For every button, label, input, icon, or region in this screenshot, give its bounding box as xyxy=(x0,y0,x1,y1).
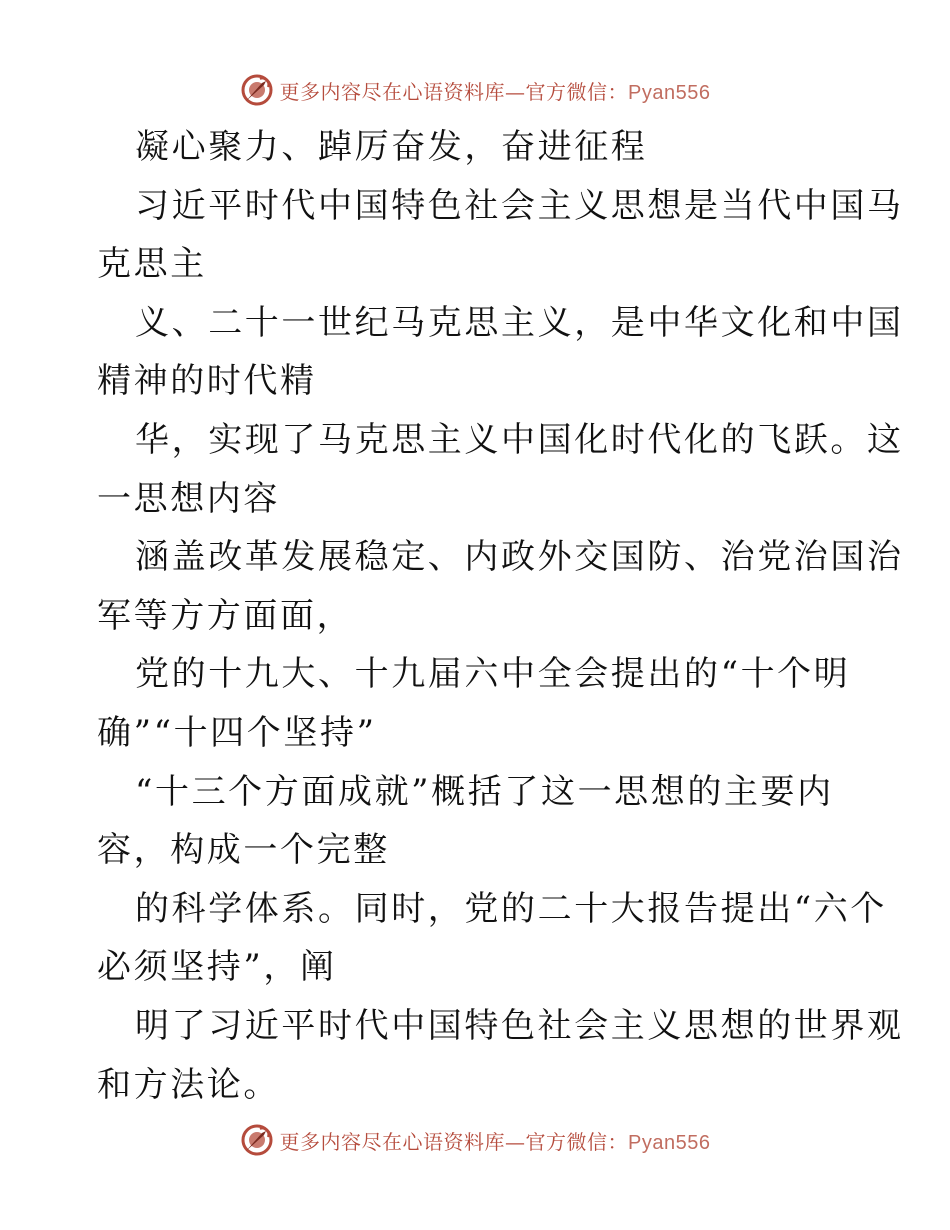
paragraph-line: 涵盖改革发展稳定、内政外交国防、治党治国治 xyxy=(135,537,904,578)
paragraph-line: 的科学体系。同时，党的二十大报告提出“六个 xyxy=(135,888,887,929)
paragraph-line: 习近平时代中国特色社会主义思想是当代中国马 xyxy=(135,185,904,226)
paragraph-line: 义、二十一世纪马克思主义，是中华文化和中国 xyxy=(135,302,904,343)
footer-watermark xyxy=(0,1120,950,1160)
paragraph-line: 凝心聚力、踔厉奋发，奋进征程 xyxy=(135,127,648,167)
document-body xyxy=(97,118,904,1114)
logo-icon xyxy=(240,1123,274,1157)
paragraph-line: 华，实现了马克思主义中国化时代化的飞跃。这 xyxy=(135,419,904,460)
paragraph-line: “十三个方面成就”概括了这一思想的主要内 xyxy=(135,771,834,812)
paragraph-line: 确”“十四个坚持” xyxy=(97,712,377,753)
header-watermark xyxy=(0,70,950,110)
paragraph-line: 军等方方面面， xyxy=(97,595,354,636)
paragraph-line: 精神的时代精 xyxy=(97,361,317,402)
paragraph-line: 党的十九大、十九届六中全会提出的“十个明 xyxy=(135,654,851,695)
watermark-handle: Pyan556 xyxy=(628,81,711,104)
paragraph-line: 容，构成一个完整 xyxy=(97,830,390,871)
logo-icon xyxy=(240,73,274,107)
paragraph-line: 一思想内容 xyxy=(97,478,280,519)
watermark-text: 更多内容尽在心语资料库—官方微信：Pyan556 xyxy=(279,1129,711,1154)
paragraph-line: 和方法论。 xyxy=(97,1064,280,1105)
paragraph-line: 克思主 xyxy=(97,244,207,285)
paragraph-line: 明了习近平时代中国特色社会主义思想的世界观 xyxy=(135,1005,904,1046)
watermark-handle: Pyan556 xyxy=(628,1131,711,1154)
paragraph-line: 必须坚持”，阐 xyxy=(97,947,337,988)
watermark-text: 更多内容尽在心语资料库—官方微信：Pyan556 xyxy=(279,79,711,104)
